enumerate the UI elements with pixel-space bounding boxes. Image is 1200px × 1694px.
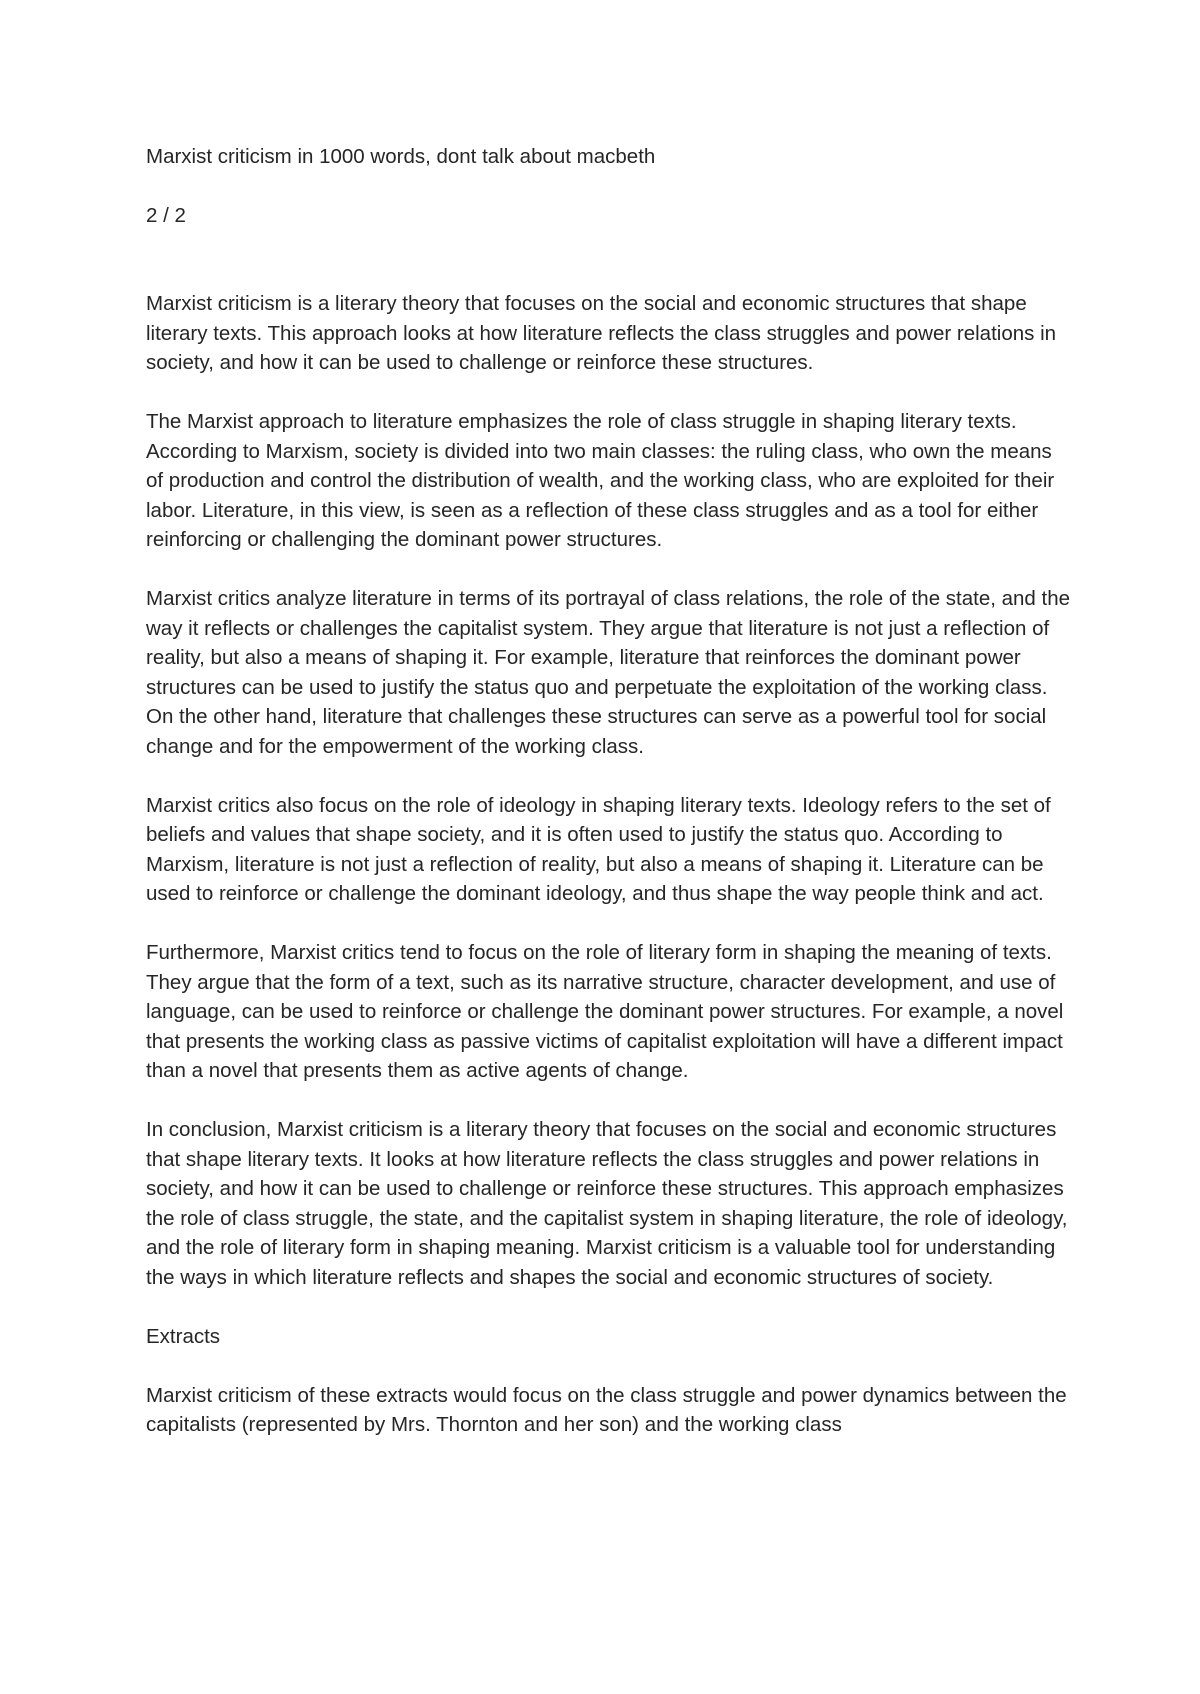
paragraph-ideology: Marxist critics also focus on the role of ideology in shaping literary texts. Ideology refers to the set of beliefs and values that shape society, and it is often used to justify the status quo. According to Marxism, literature is not just a reflection of reality, but also a means of shaping it. Literature can be used to reinforce or challenge the dominant ideology, and thus shape the way people think and act. [146,793,1051,905]
paragraph-class-struggle: The Marxist approach to literature emphasizes the role of class struggle in shaping literary texts. According to Marxism, society is divided into two main classes: the ruling class, who own the means of production and control the distribution of wealth, and the working class, who are exploited for their labor. Literature, in this view, is seen as a reflection of these class struggles and as a tool for either reinforcing or challenging the dominant power structures. [146,410,1055,551]
user-prompt: Marxist criticism in 1000 words, dont talk about macbeth [146,145,656,168]
paragraph-conclusion: In conclusion, Marxist criticism is a literary theory that focuses on the social and economic structures that shape literary texts. It looks at how literature reflects the class struggles and power relations in society, and how it can be used to challenge or reinforce these structures. This approach emphasizes the role of class struggle, the state, and the capitalist system in shaping literature, the role of ideology, and the role of literary form in shaping meaning. Marxist criticism is a valuable tool for understanding the ways in which literature reflects and shapes the social and economic structures of society. [146,1118,1068,1289]
paragraph-class-relations: Marxist critics analyze literature in terms of its portrayal of class relations, the role of the state, and the way it reflects or challenges the capitalist system. They argue that literature is not just a reflection of reality, but also a means of shaping it. For example, literature that reinforces the dominant power structures can be used to justify the status quo and perpetuate the exploitation of the working class. On the other hand, literature that challenges these structures can serve as a powerful tool for social change and for the empowerment of the working class. [146,587,1071,758]
paragraph-intro: Marxist criticism is a literary theory that focuses on the social and economic structures that shape literary texts. This approach looks at how literature reflects the class struggles and power relations in society, and how it can be used to challenge or reinforce these structures. [146,292,1057,374]
document-body [146,142,1071,1440]
section-heading-extracts: Extracts [146,1324,221,1348]
paragraph-extracts: Marxist criticism of these extracts would focus on the class struggle and power dynamics between the capitalists (represented by Mrs. Thornton and her son) and the working class [146,1383,1067,1436]
paragraph-literary-form: Furthermore, Marxist critics tend to focus on the role of literary form in shaping the meaning of texts. They argue that the form of a text, such as its narrative structure, character development, and use of language, can be used to reinforce or challenge the dominant power structures. For example, a novel that presents the working class as passive victims of capitalist exploitation will have a different impact than a novel that presents them as active agents of change. [146,941,1064,1082]
response-page-counter: 2 / 2 [146,203,186,227]
